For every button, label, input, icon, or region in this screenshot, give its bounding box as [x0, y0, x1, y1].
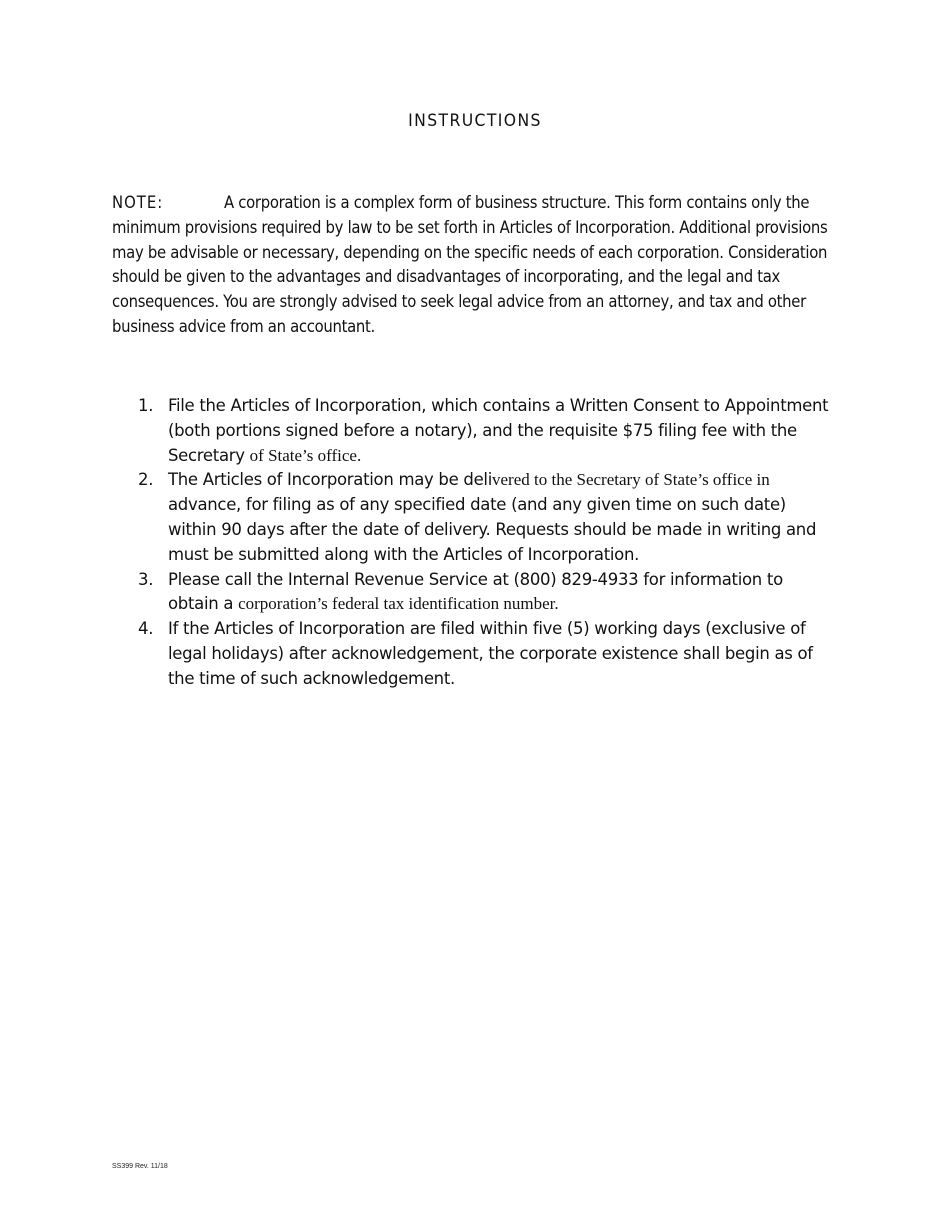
- item-number: 3.: [138, 569, 154, 589]
- item-number: 2.: [138, 470, 154, 490]
- list-item: [138, 468, 838, 567]
- note-paragraph: [112, 191, 842, 340]
- list-item: [138, 394, 838, 468]
- item-text: Please call the Internal Revenue Service at (800) 829-4933 for information to obtain a: [168, 569, 783, 614]
- note-text: A corporation is a complex form of business structure. This form contains only the minimum provisions required by law to be set forth in Articles of Incorporation. Additional provisions may be advisable or necessary, depending on the specific needs of each corporation. Consideration should be given to the advantages and disadvantages of incorporating, and the legal and tax consequences. You are strongly advised to seek legal advice from an attorney, and tax and other business advice from an accountant.: [112, 193, 828, 336]
- item-number: 1.: [138, 396, 154, 415]
- item-text: File the Articles of Incorporation, which contains a Written Consent to Appointment (both portions signed before a notary), and the requisite $75 filing fee with the Secretary: [168, 396, 829, 465]
- item-number: 4.: [138, 619, 154, 639]
- instructions-list: [138, 394, 838, 692]
- item-text: If the Articles of Incorporation are filed within five (5) working days (exclusive of legal holidays) after acknowledgement, the corporate existence shall begin as of the time of such acknowledgement.: [168, 619, 813, 688]
- item-text-serif: vered to the Secretary of State’s office in: [492, 470, 770, 490]
- item-text: advance, for filing as of any specified date (and any given time on such date) within 90 days after the date of delivery. Requests should be made in writing and must be submitted along with the Articles of Incorporation.: [168, 495, 817, 564]
- item-text-serif: corporation’s federal tax identification number.: [238, 594, 559, 614]
- note-label: NOTE:: [112, 193, 164, 212]
- item-text: The Articles of Incorporation may be deli: [168, 470, 493, 490]
- item-text-serif: of State’s office.: [249, 445, 362, 465]
- list-item: [138, 568, 838, 618]
- page-title: INSTRUCTIONS: [408, 111, 542, 131]
- list-item: [138, 617, 838, 691]
- revision-footer: SS399 Rev. 11/18: [112, 1163, 168, 1170]
